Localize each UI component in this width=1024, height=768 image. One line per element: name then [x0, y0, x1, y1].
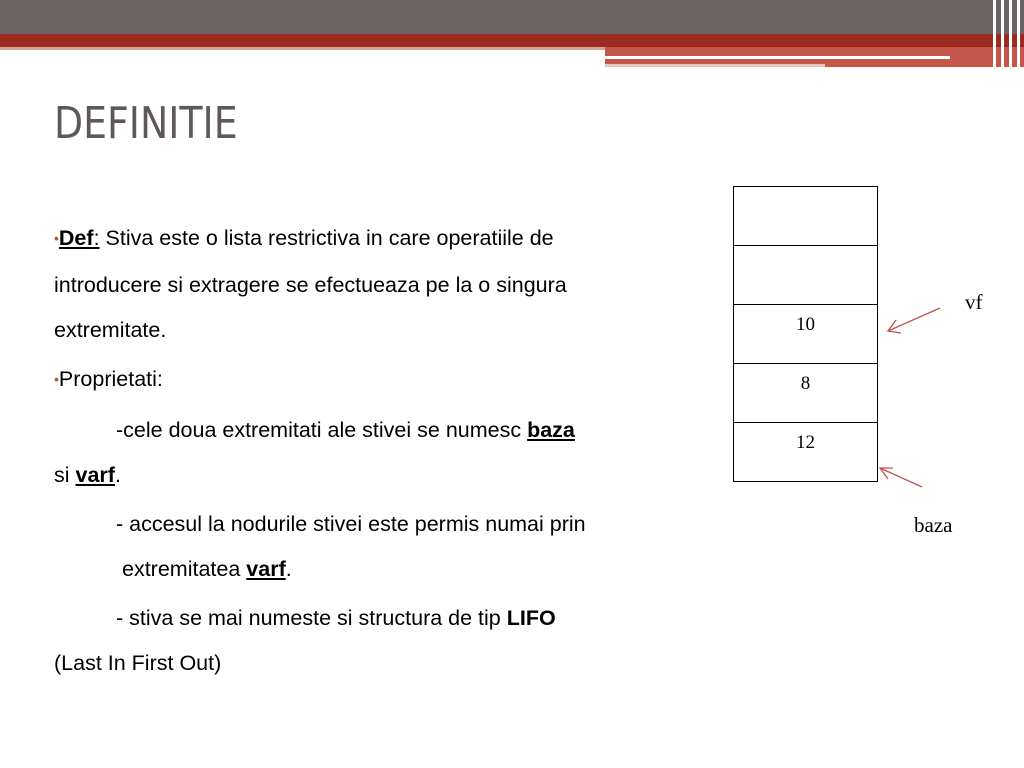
property-3	[54, 596, 714, 686]
header-band-pink-line	[605, 64, 825, 67]
header-band-red	[0, 34, 1024, 47]
base-arrow-icon	[880, 468, 922, 487]
def-colon: :	[93, 226, 100, 250]
header-stripe	[1009, 0, 1012, 70]
slide-title: DEFINITIE	[54, 98, 238, 149]
property-2-varf: varf	[246, 557, 286, 581]
property-3-lifo: LIFO	[506, 606, 556, 630]
top-label: vf	[965, 290, 983, 314]
property-2-pre: extremitatea	[122, 557, 247, 581]
bullet-icon: •	[54, 371, 59, 387]
property-2-line-1: - accesul la nodurile stivei este permis numai prin	[116, 512, 586, 536]
header-stripe	[1001, 0, 1004, 70]
header-stripe	[993, 0, 996, 70]
property-1-text: -cele doua extremitati ale stivei se numesc	[116, 418, 528, 442]
header-band-red-light	[0, 47, 610, 50]
def-text-3: extremitate.	[54, 318, 167, 342]
base-label: baza	[914, 513, 953, 537]
stack-cell	[734, 246, 878, 305]
property-1	[54, 408, 714, 498]
stack-diagram	[733, 186, 878, 482]
properties-heading	[54, 357, 714, 404]
def-text-1: Stiva este o lista restrictiva in care operatiile de	[99, 226, 554, 250]
stack-cell: 12	[734, 423, 878, 482]
header-stripe	[1017, 0, 1020, 70]
stack-cell	[734, 187, 878, 246]
property-1-baza: baza	[527, 418, 575, 442]
property-3-line-2: (Last In First Out)	[54, 651, 222, 675]
properties-label: Proprietati:	[58, 367, 163, 391]
def-text-2: introducere si extragere se efectueaza pe la o singura	[54, 273, 567, 297]
stack-cell: 8	[734, 364, 878, 423]
definition-paragraph	[54, 216, 714, 353]
property-3-text: - stiva se mai numeste si structura de tip	[116, 606, 507, 630]
property-2-end: .	[285, 557, 292, 581]
slide-body	[54, 216, 714, 686]
property-2	[54, 502, 714, 592]
bullet-icon: •	[54, 230, 59, 246]
property-1-si: si	[54, 463, 76, 487]
property-1-end: .	[114, 463, 121, 487]
top-arrow-icon	[888, 308, 940, 333]
stack-cell: 10	[734, 305, 878, 364]
header-band-white-line	[605, 56, 950, 59]
def-term: Def	[58, 226, 94, 250]
property-1-varf: varf	[75, 463, 115, 487]
header-band-gray	[0, 0, 1024, 34]
